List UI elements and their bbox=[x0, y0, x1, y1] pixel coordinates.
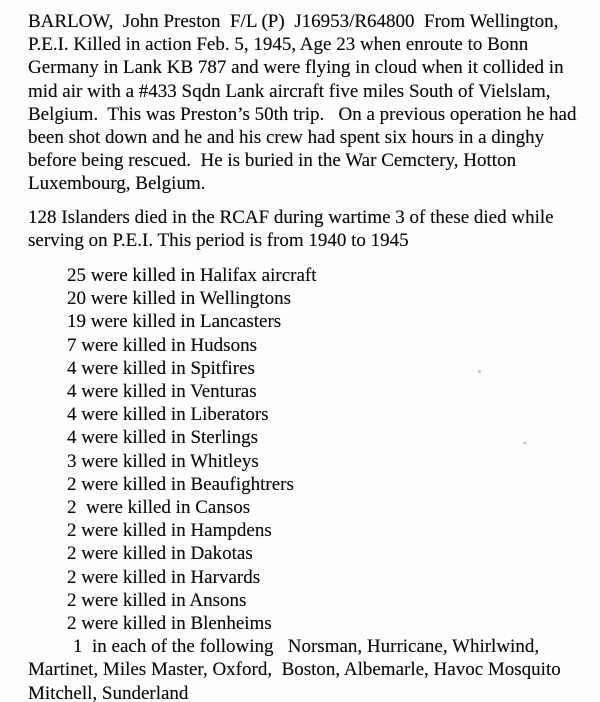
casualty-list-item: 2 were killed in Dakotas bbox=[67, 543, 253, 565]
bio-line: P.E.I. Killed in action Feb. 5, 1945, Age 23 when enroute to Bonn bbox=[28, 34, 529, 56]
casualty-list-item: 4 were killed in Sterlings bbox=[67, 427, 259, 449]
others-paragraph bbox=[28, 635, 596, 702]
bio-line: BARLOW, John Preston F/L (P) J16953/R64800 From Wellington, bbox=[28, 11, 559, 32]
scan-speck bbox=[478, 370, 481, 373]
casualty-list-item: 2 were killed in Cansos bbox=[67, 497, 251, 519]
casualty-list-item: 2 were killed in Ansons bbox=[67, 589, 247, 611]
casualty-list-item: 19 were killed in Lancasters bbox=[67, 311, 282, 333]
casualty-list-item: 2 were killed in Beaufightrers bbox=[67, 473, 294, 495]
casualty-list-item: 7 were killed in Hudsons bbox=[67, 334, 257, 356]
bio-line: been shot down and he and his crew had spent six hours in a dinghy bbox=[28, 127, 545, 149]
summary-paragraph bbox=[28, 206, 596, 252]
casualty-list-item: 25 were killed in Halifax aircraft bbox=[67, 265, 317, 287]
summary-line: 128 Islanders died in the RCAF during wartime 3 of these died while bbox=[28, 206, 554, 228]
scan-speck bbox=[523, 442, 527, 444]
bio-paragraph bbox=[28, 10, 596, 196]
casualty-list-item: 4 were killed in Spitfires bbox=[67, 357, 255, 379]
summary-line: serving on P.E.I. This period is from 1940 to 1945 bbox=[28, 229, 409, 251]
bio-line: mid air with a #433 Sqdn Lank aircraft five miles South of Vielslam, bbox=[28, 80, 551, 102]
casualty-list-item: 2 were killed in Blenheims bbox=[67, 613, 272, 635]
bio-line: before being rescued. He is buried in the War Cemctery, Hotton bbox=[28, 150, 517, 172]
bio-line: Belgium. This was Preston’s 50th trip. On a previous operation he had bbox=[28, 103, 577, 125]
casualty-list-item: 2 were killed in Harvards bbox=[67, 566, 261, 588]
casualty-list-item: 3 were killed in Whitleys bbox=[67, 450, 259, 472]
casualty-list-item: 2 were killed in Hampdens bbox=[67, 520, 272, 542]
casualty-list-item: 4 were killed in Venturas bbox=[67, 381, 257, 403]
others-line: 1 in each of the following Norsman, Hurricane, Whirlwind, bbox=[73, 636, 540, 658]
casualty-list-item: 4 were killed in Liberators bbox=[67, 404, 269, 426]
bio-line: Luxembourg, Belgium. bbox=[28, 173, 206, 195]
others-line: Mitchell, Sunderland bbox=[28, 682, 189, 702]
others-line: Martinet, Miles Master, Oxford, Boston, Albemarle, Havoc Mosquito bbox=[28, 659, 561, 681]
casualty-list bbox=[28, 264, 596, 635]
casualty-list-item: 20 were killed in Wellingtons bbox=[67, 288, 291, 310]
bio-line: Germany in Lank KB 787 and were flying in cloud when it collided in bbox=[28, 57, 564, 79]
